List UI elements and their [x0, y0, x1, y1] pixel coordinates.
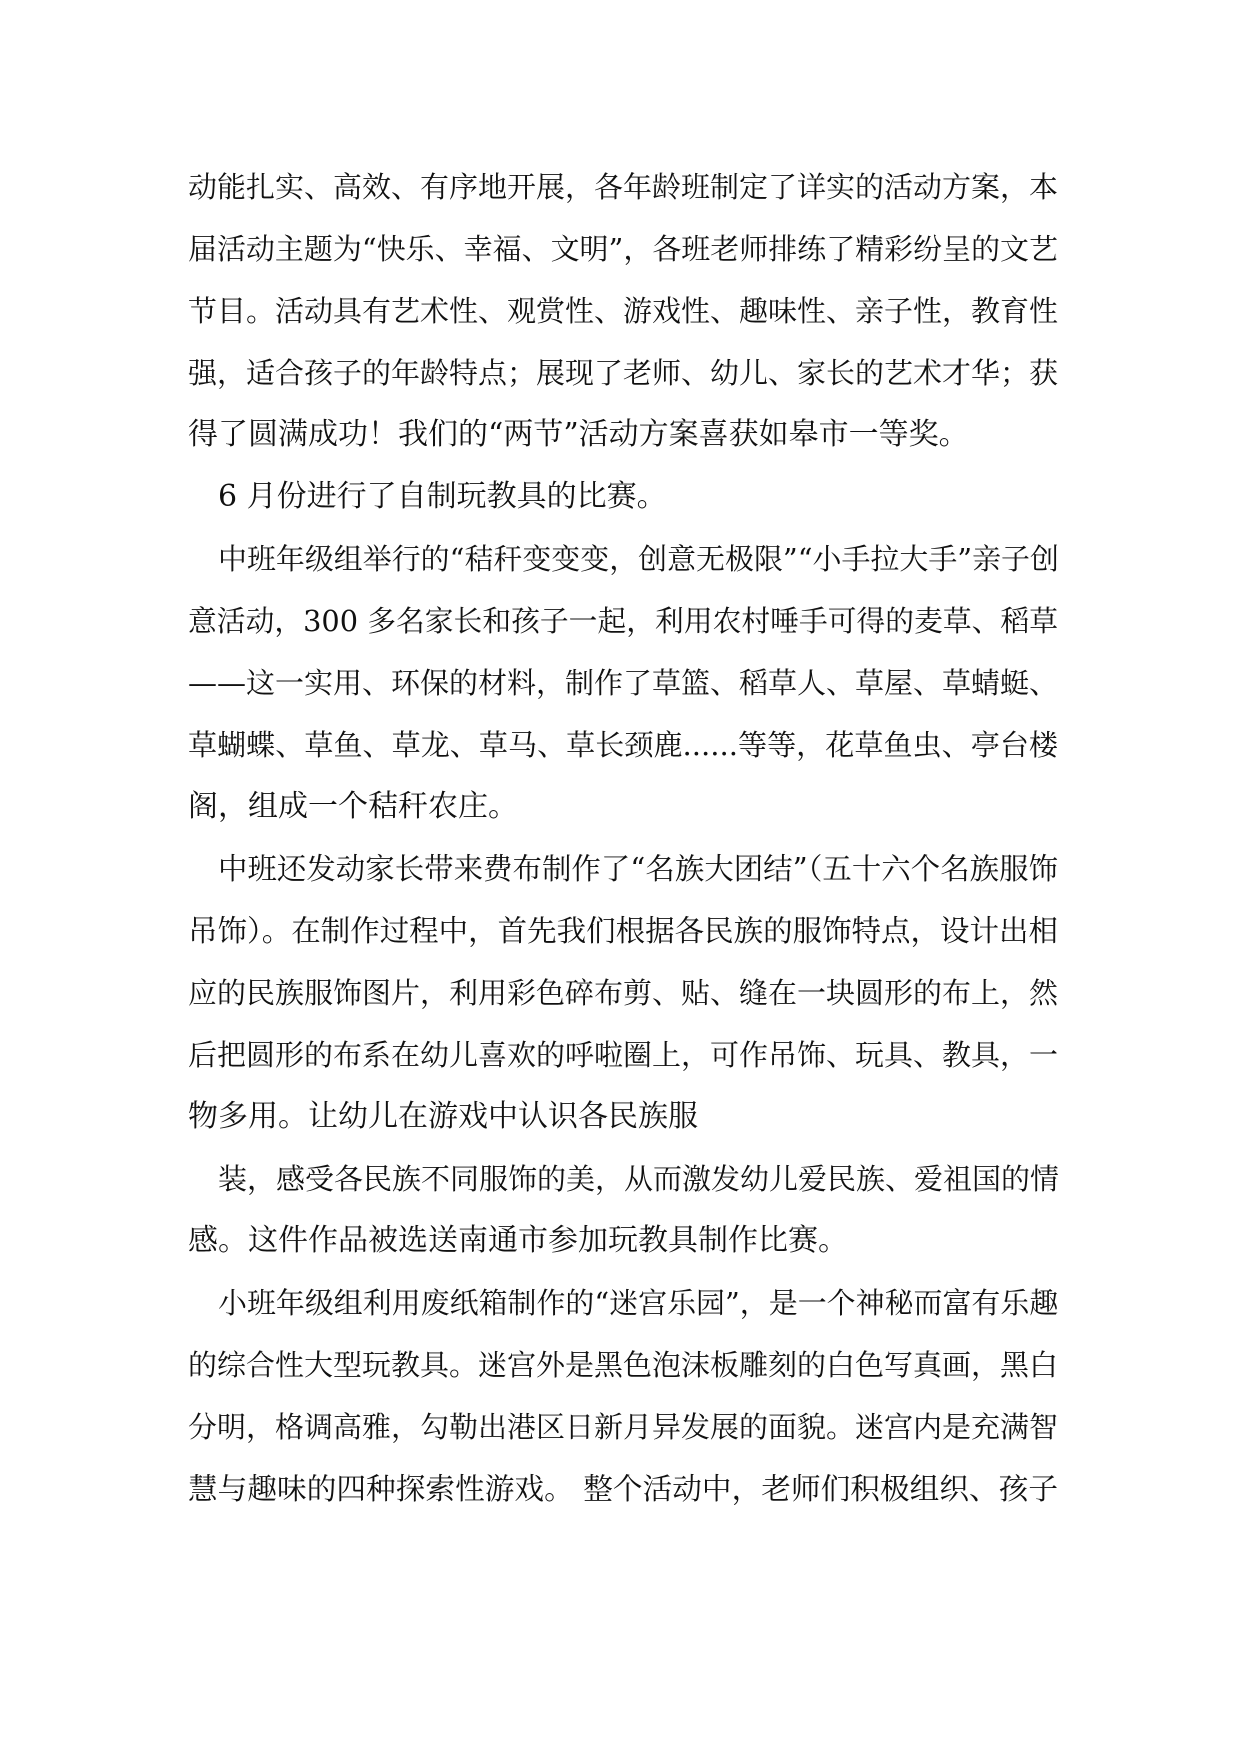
text-line: 6 月份进行了自制玩教具的比赛。 — [218, 479, 667, 514]
text-line: 届活动主题为“快乐、幸福、文明”，各班老师排练了精彩纷呈的文艺 — [188, 232, 1058, 266]
text-line: 的综合性大型玩教具。迷宫外是黑色泡沫板雕刻的白色写真画，黑白 — [188, 1348, 1059, 1382]
text-line: 意活动，300 多名家长和孩子一起，利用农村唾手可得的麦草、稻草 — [188, 604, 1058, 638]
text-line: 中班还发动家长带来费布制作了“名族大团结”（五十六个名族服饰 — [218, 852, 1058, 886]
text-line: 吊饰）。在制作过程中，首先我们根据各民族的服饰特点，设计出相 — [188, 914, 1058, 948]
body-text — [188, 156, 1058, 1520]
text-line: 中班年级组举行的“秸秆变变变，创意无极限”“小手拉大手”亲子创 — [218, 542, 1059, 576]
text-line: 动能扎实、高效、有序地开展，各年龄班制定了详实的活动方案，本 — [188, 170, 1059, 204]
text-line: 应的民族服饰图片，利用彩色碎布剪、贴、缝在一块圆形的布上，然 — [188, 976, 1059, 1010]
text-line: 节目。活动具有艺术性、观赏性、游戏性、趣味性、亲子性，教育性 — [188, 294, 1059, 328]
text-line: 得了圆满成功！我们的“两节”活动方案喜获如皋市一等奖。 — [188, 417, 969, 452]
text-line: ——这一实用、环保的材料，制作了草篮、稻草人、草屋、草蜻蜓、 — [188, 666, 1059, 700]
text-line: 小班年级组利用废纸箱制作的“迷宫乐园”，是一个神秘而富有乐趣 — [218, 1286, 1059, 1320]
text-line: 草蝴蝶、草鱼、草龙、草马、草长颈鹿......等等，花草鱼虫、亭台楼 — [188, 728, 1058, 762]
text-line: 慧与趣味的四种探索性游戏。 整个活动中，老师们积极组织、孩子 — [188, 1471, 1058, 1506]
text-line: 阁，组成一个秸秆农庄。 — [188, 789, 518, 824]
text-line: 强，适合孩子的年龄特点；展现了老师、幼儿、家长的艺术才华；获 — [188, 356, 1059, 390]
text-line: 分明，格调高雅，勾勒出港区日新月异发展的面貌。迷宫内是充满智 — [188, 1410, 1059, 1444]
text-line: 物多用。让幼儿在游戏中认识各民族服 — [188, 1099, 698, 1134]
text-line: 后把圆形的布系在幼儿喜欢的呼啦圈上，可作吊饰、玩具、教具，一 — [188, 1038, 1059, 1072]
text-line: 装，感受各民族不同服饰的美，从而激发幼儿爱民族、爱祖国的情 — [218, 1162, 1060, 1196]
text-line: 感。这件作品被选送南通市参加玩教具制作比赛。 — [188, 1223, 848, 1258]
